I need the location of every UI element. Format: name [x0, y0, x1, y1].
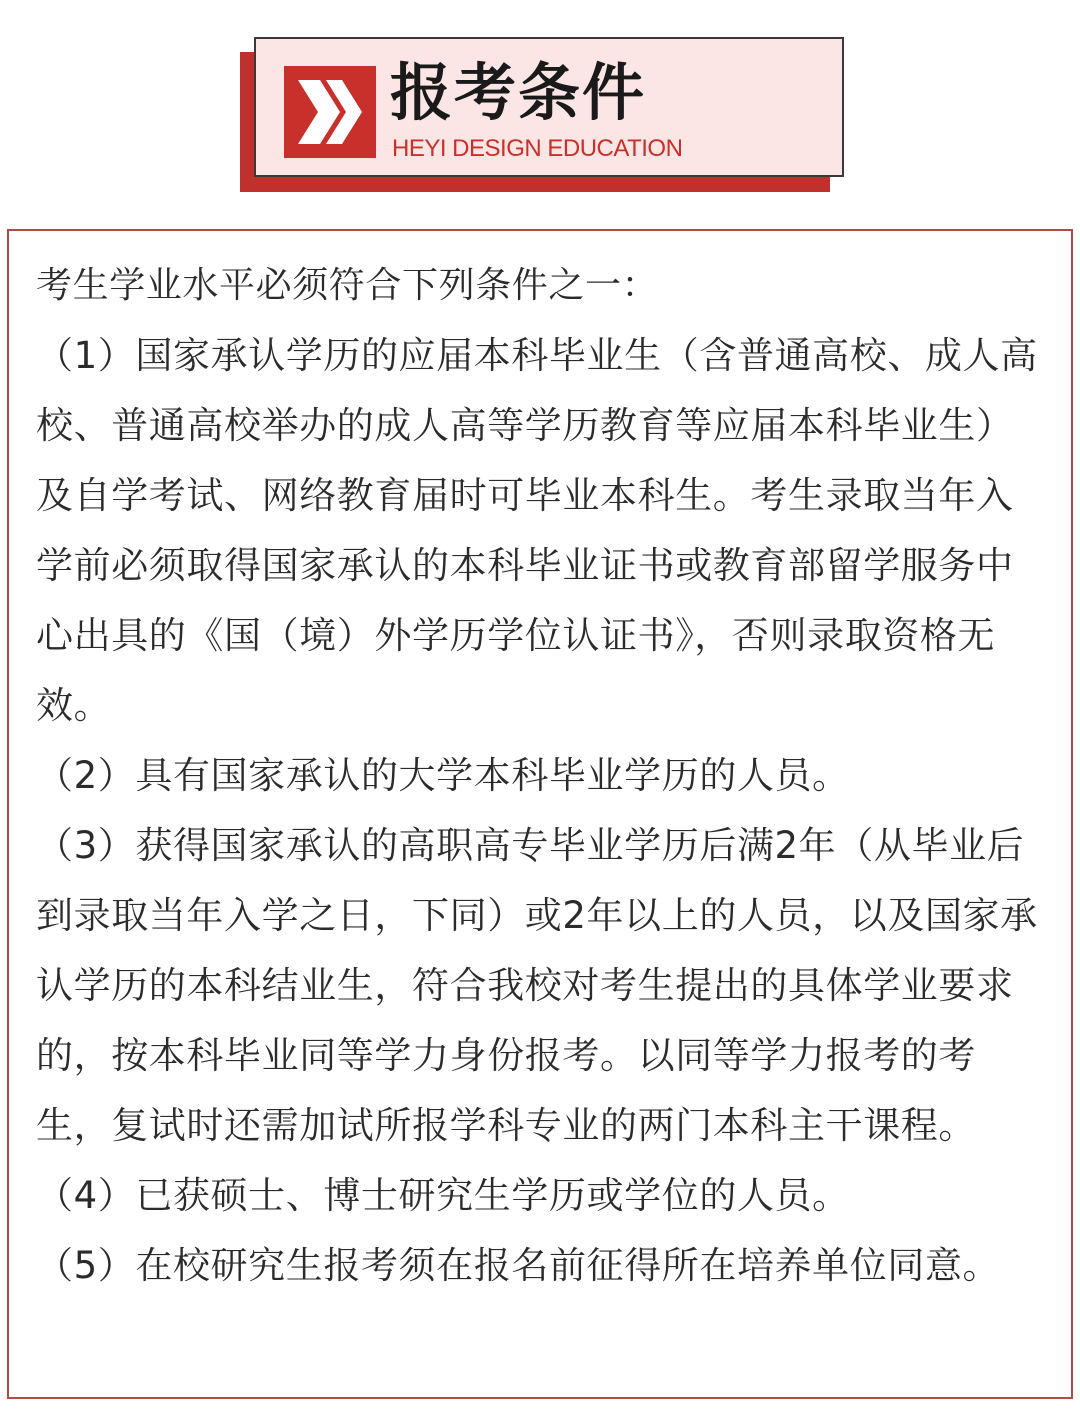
double-chevron-right-icon [284, 66, 376, 158]
requirement-item-3: （3）获得国家承认的高职高专毕业学历后满2年（从毕业后到录取当年入学之日，下同）或2年以上的人员，以及国家承认学历的本科结业生，符合我校对考生提出的具体学业要求的，按本科毕业同等学力身份报考。以同等学力报考的考生，复试时还需加试所报学科专业的两门本科主干课程。 [36, 824, 1038, 1147]
requirement-item-4: （4）已获硕士、博士研究生学历或学位的人员。 [36, 1174, 850, 1217]
requirements-intro: 考生学业水平必须符合下列条件之一： [36, 265, 659, 306]
requirements-text [36, 251, 1051, 1301]
page-title: 报考条件 [390, 56, 647, 129]
page-subtitle: HEYI DESIGN EDUCATION [392, 135, 683, 162]
requirement-item-2: （2）具有国家承认的大学本科毕业学历的人员。 [36, 754, 850, 797]
header-badge [254, 37, 844, 177]
requirements-panel [7, 229, 1073, 1399]
requirement-item-1: （1）国家承认学历的应届本科毕业生（含普通高校、成人高校、普通高校举办的成人高等学历教育等应届本科毕业生）及自学考试、网络教育届时可毕业本科生。考生录取当年入学前必须取得国家承认的本科毕业证书或教育部留学服务中心出具的《国（境）外学历学位认证书》，否则录取资格无效。 [36, 334, 1038, 727]
requirement-item-5: （5）在校研究生报考须在报名前征得所在培养单位同意。 [36, 1244, 1001, 1287]
